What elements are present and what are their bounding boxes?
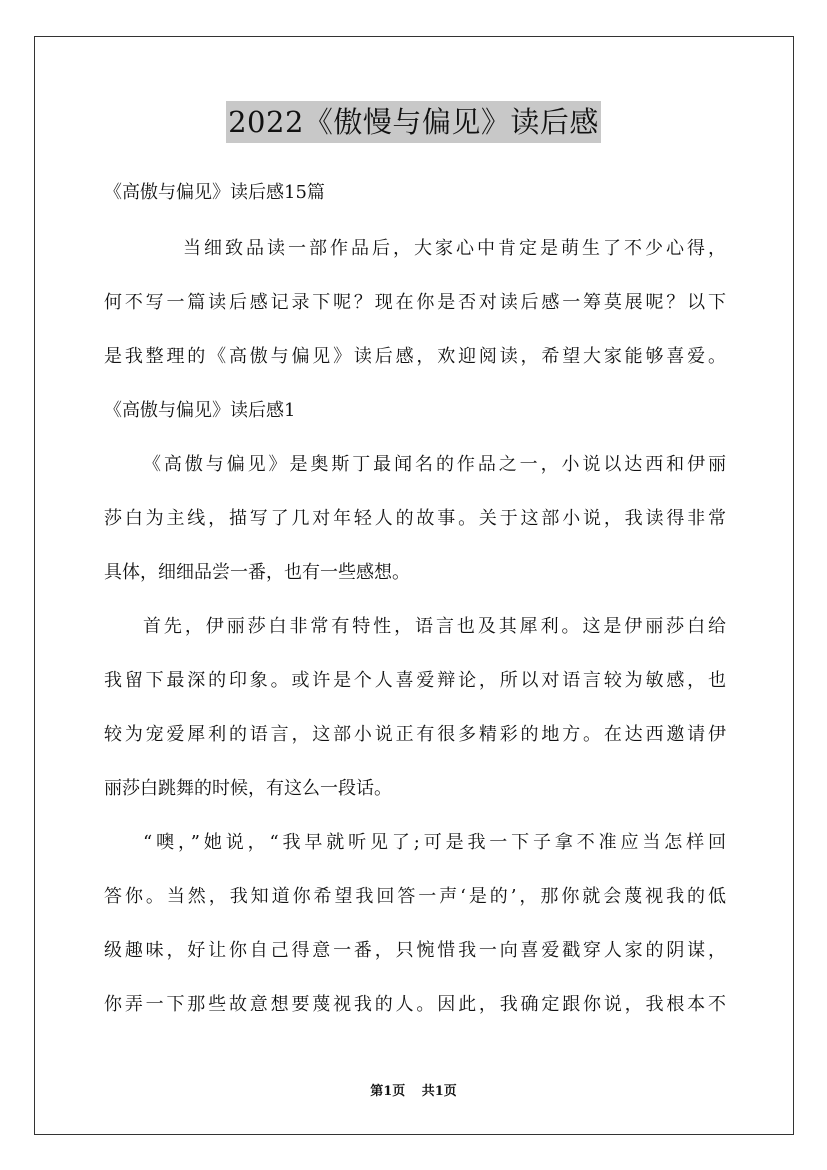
paragraph-line: 答你。当然，我知道你希望我回答一声‘是的’，那你就会蔑视我的低 xyxy=(104,886,726,907)
paragraph-line: 何不写一篇读后感记录下呢？现在你是否对读后感一筹莫展呢？以下 xyxy=(104,292,726,313)
paragraph-line: 你弄一下那些故意想要蔑视我的人。因此，我确定跟你说，我根本不 xyxy=(104,994,726,1015)
section-heading: 《高傲与偏见》读后感1 xyxy=(104,400,296,421)
paragraph-line: “噢，”她说，“我早就听见了;可是我一下子拿不准应当怎样回 xyxy=(143,832,726,853)
paragraph-line: 首先，伊丽莎白非常有特性，语言也及其犀利。这是伊丽莎白给 xyxy=(143,616,726,637)
paragraph-line: 《高傲与偏见》是奥斯丁最闻名的作品之一，小说以达西和伊丽 xyxy=(143,454,726,475)
paragraph-line: 较为宠爱犀利的语言，这部小说正有很多精彩的地方。在达西邀请伊 xyxy=(104,724,726,745)
paragraph-line: 是我整理的《高傲与偏见》读后感，欢迎阅读，希望大家能够喜爱。 xyxy=(104,346,726,367)
document-title: 2022《傲慢与偏见》读后感 xyxy=(226,101,601,143)
paragraph-line: 丽莎白跳舞的时候，有这么一段话。 xyxy=(104,778,392,799)
paragraph-line: 当细致品读一部作品后，大家心中肯定是萌生了不少心得， xyxy=(183,238,726,259)
paragraph-line: 我留下最深的印象。或许是个人喜爱辩论，所以对语言较为敏感，也 xyxy=(104,670,726,691)
paragraph-line: 莎白为主线，描写了几对年轻人的故事。关于这部小说，我读得非常 xyxy=(104,508,726,529)
page-number: 第1页 xyxy=(370,1084,406,1099)
document-title-wrapper xyxy=(0,101,827,143)
page-footer xyxy=(0,1084,827,1100)
document-subtitle: 《高傲与偏见》读后感15篇 xyxy=(104,182,325,203)
paragraph-line: 级趣味，好让你自己得意一番，只惋惜我一向喜爱戳穿人家的阴谋， xyxy=(104,940,726,961)
page-total: 共1页 xyxy=(421,1084,457,1099)
paragraph-line: 具体，细细品尝一番，也有一些感想。 xyxy=(104,562,410,583)
